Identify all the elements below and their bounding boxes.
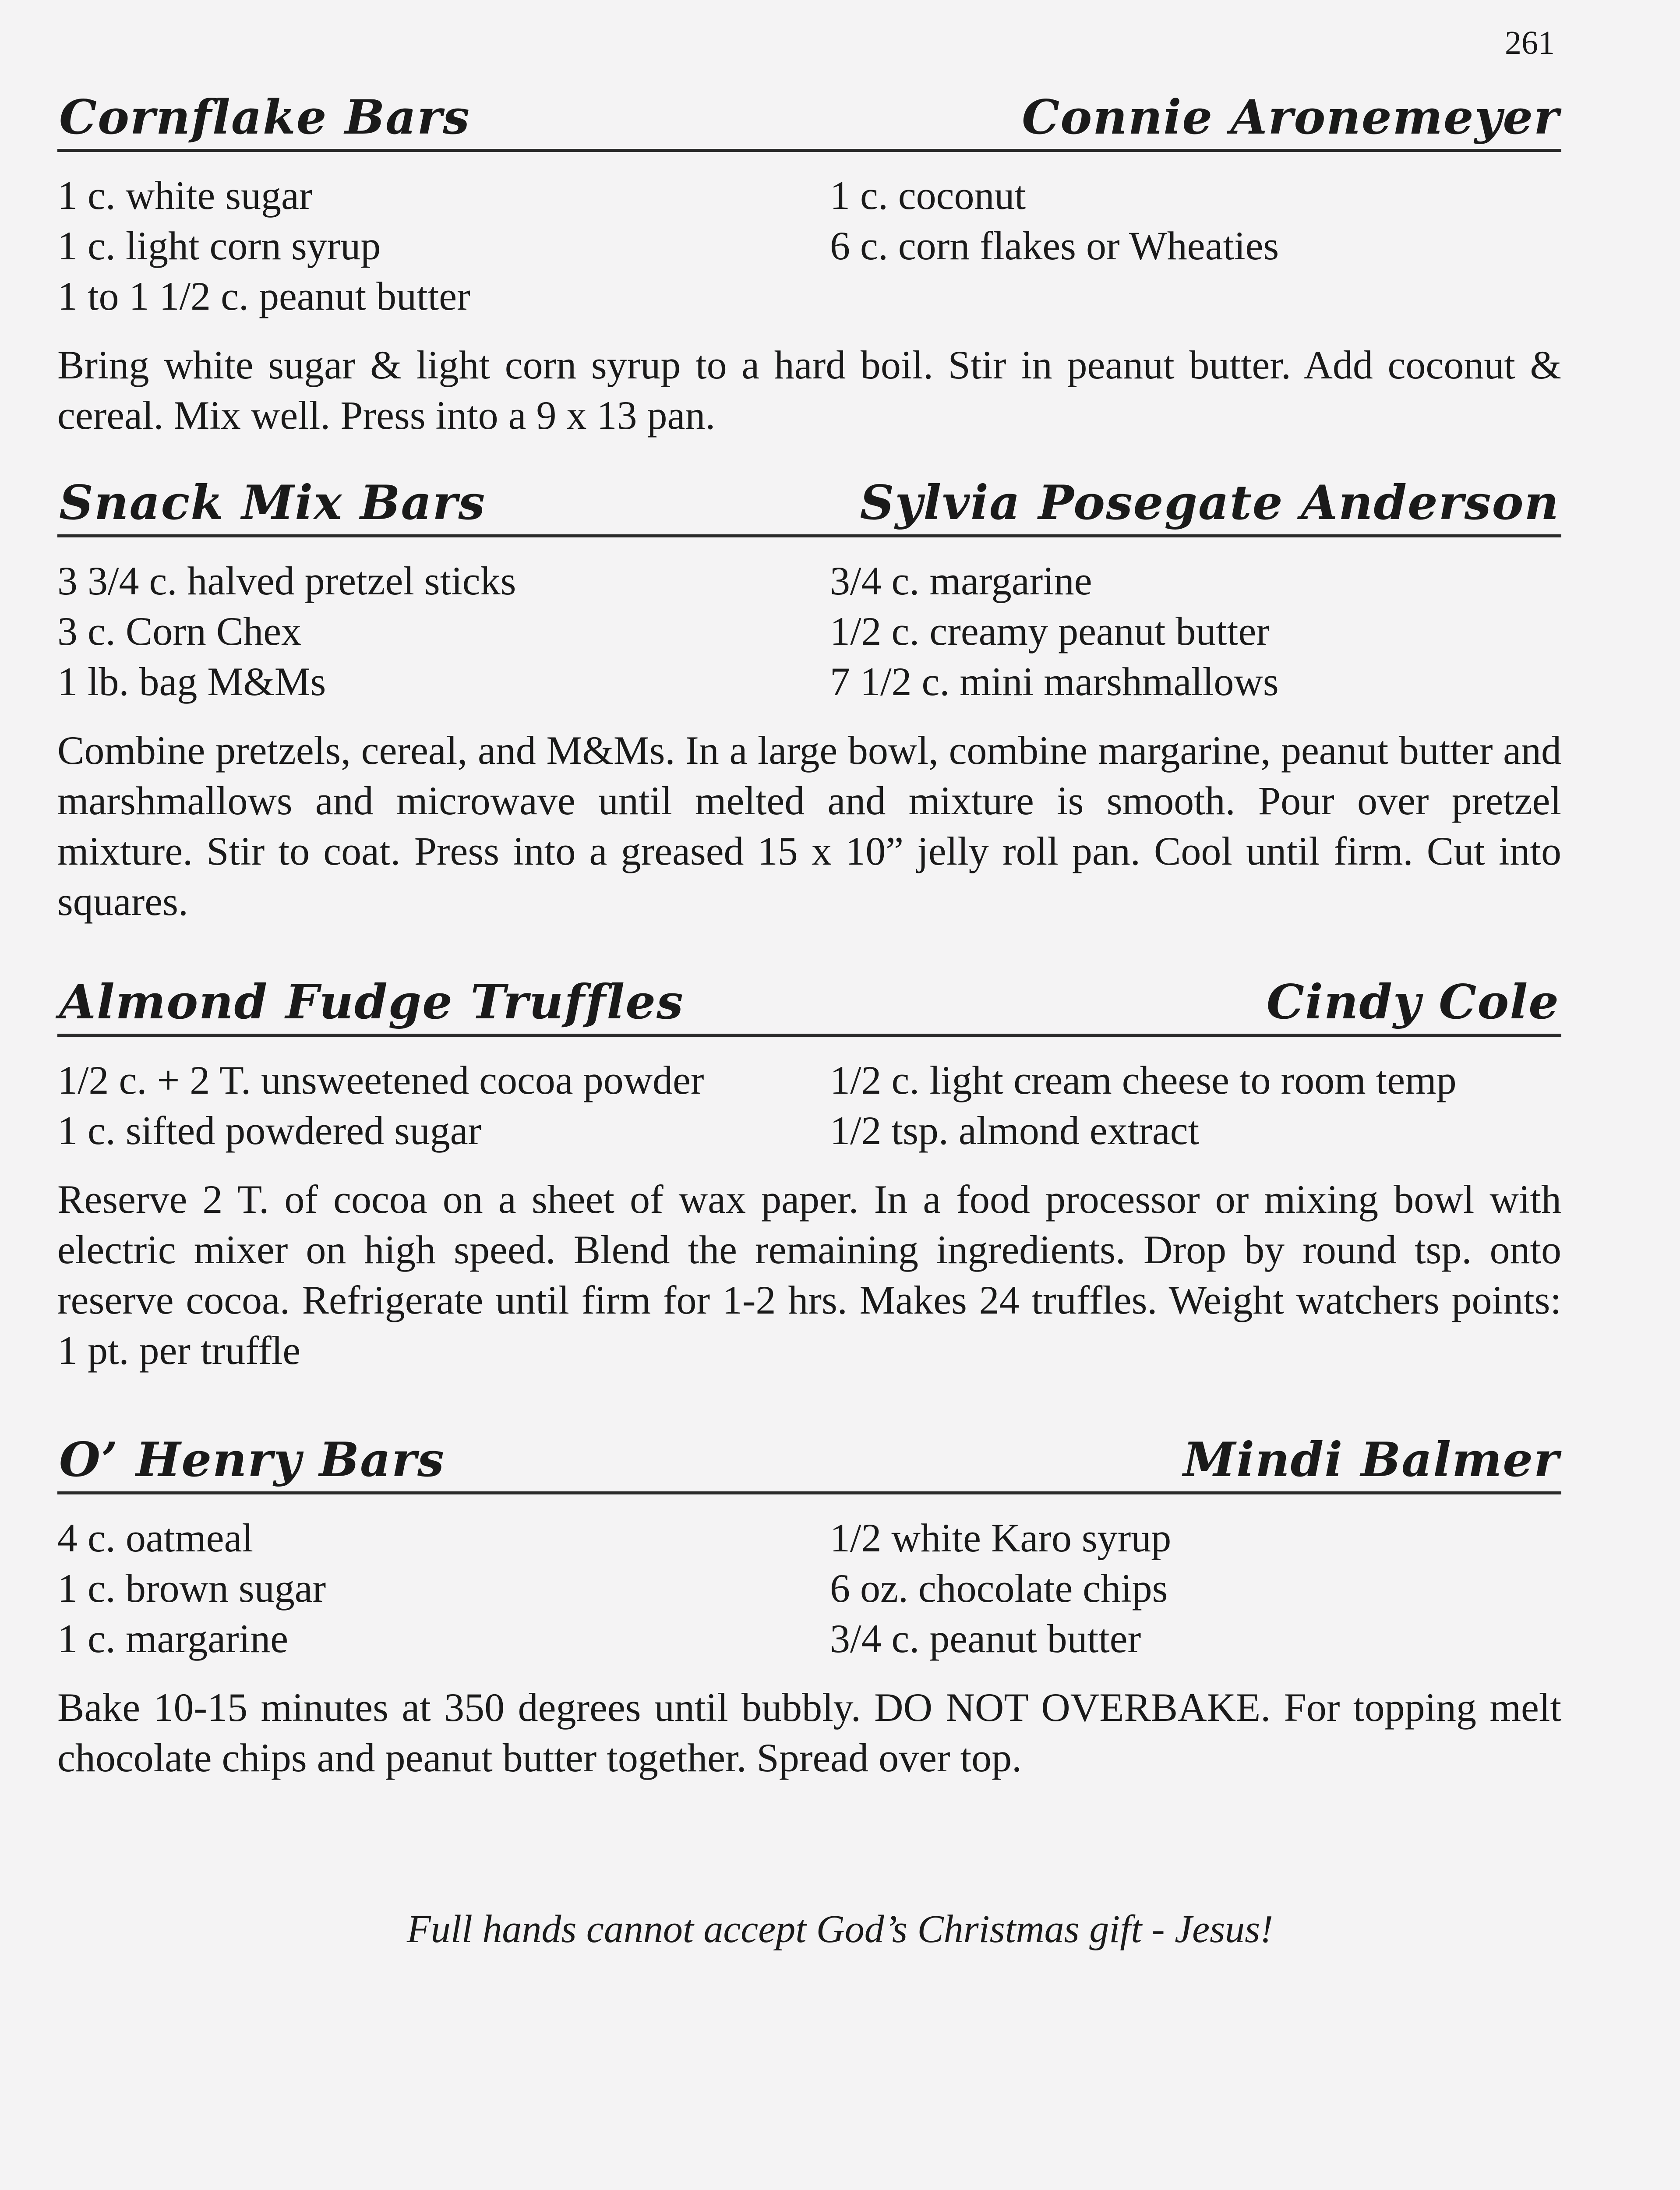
ingredient: 3/4 c. peanut butter bbox=[830, 1616, 1141, 1661]
ingredient: 1/2 c. + 2 T. unsweetened cocoa powder bbox=[57, 1058, 704, 1102]
ingredients-right-column bbox=[830, 556, 1561, 707]
ingredient: 1/2 c. light cream cheese to room temp bbox=[830, 1058, 1457, 1102]
recipe-title: O’ Henry Bars bbox=[59, 1432, 445, 1487]
ingredients-right-column bbox=[830, 170, 1561, 321]
recipe-directions: Bring white sugar & light corn syrup to a hard boil. Stir in peanut butter. Add coconut & cereal. Mix well. Press into a 9 x 13 pan. bbox=[57, 343, 1561, 438]
recipe-header bbox=[57, 1426, 1561, 1494]
ingredient: 1 c. coconut bbox=[830, 173, 1026, 218]
recipe-almond-fudge-truffles bbox=[57, 968, 1561, 1376]
ingredient: 1 to 1 1/2 c. peanut butter bbox=[57, 274, 470, 318]
recipe-author: Sylvia Posegate Anderson bbox=[860, 475, 1560, 530]
ingredient: 1 c. light corn syrup bbox=[57, 223, 381, 268]
ingredients-left-column bbox=[57, 170, 830, 321]
ingredient: 6 c. corn flakes or Wheaties bbox=[830, 223, 1279, 268]
recipe-author: Mindi Balmer bbox=[1183, 1432, 1560, 1487]
footer-quote: Full hands cannot accept God’s Christmas gift - Jesus! bbox=[406, 1907, 1274, 1951]
ingredient: 6 oz. chocolate chips bbox=[830, 1566, 1168, 1611]
recipe-directions: Combine pretzels, cereal, and M&Ms. In a large bowl, combine margarine, peanut butter and marshmallows and microwave until melted and mixture is smooth. Pour over pretzel mixture. Stir to coat. Press into a greased 15 x 10” jelly roll pan. Cool until firm. Cut into squares. bbox=[57, 728, 1561, 924]
ingredient: 1/2 tsp. almond extract bbox=[830, 1108, 1200, 1153]
page-number: 261 bbox=[1505, 25, 1555, 61]
ingredient: 1/2 c. creamy peanut butter bbox=[830, 609, 1270, 653]
ingredients-left-column bbox=[57, 556, 830, 707]
ingredient: 3 3/4 c. halved pretzel sticks bbox=[57, 558, 516, 603]
recipe-header bbox=[57, 968, 1561, 1037]
ingredients-list bbox=[57, 170, 1561, 321]
recipe-directions: Bake 10-15 minutes at 350 degrees until bubbly. DO NOT OVERBAKE. For topping melt chocolate chips and peanut butter together. Spread over top. bbox=[57, 1685, 1561, 1780]
ingredients-list bbox=[57, 1513, 1561, 1664]
ingredient: 3/4 c. margarine bbox=[830, 558, 1092, 603]
recipe-title: Almond Fudge Truffles bbox=[59, 975, 684, 1030]
ingredient: 1/2 white Karo syrup bbox=[830, 1515, 1172, 1560]
ingredient: 1 c. white sugar bbox=[57, 173, 313, 218]
ingredient: 4 c. oatmeal bbox=[57, 1515, 254, 1560]
recipe-header bbox=[57, 469, 1561, 537]
recipe-o-henry-bars bbox=[57, 1426, 1561, 1783]
recipe-header bbox=[57, 83, 1561, 152]
ingredient: 1 c. sifted powdered sugar bbox=[57, 1108, 482, 1153]
recipe-author: Connie Aronemeyer bbox=[1022, 90, 1560, 145]
ingredients-left-column bbox=[57, 1055, 830, 1156]
ingredients-list bbox=[57, 556, 1561, 707]
ingredient: 3 c. Corn Chex bbox=[57, 609, 302, 653]
ingredient: 1 c. margarine bbox=[57, 1616, 289, 1661]
ingredients-right-column bbox=[830, 1513, 1561, 1664]
recipe-title: Cornflake Bars bbox=[59, 90, 470, 145]
ingredient: 1 c. brown sugar bbox=[57, 1566, 326, 1611]
ingredient: 1 lb. bag M&Ms bbox=[57, 659, 326, 704]
ingredients-left-column bbox=[57, 1513, 830, 1664]
ingredients-list bbox=[57, 1055, 1561, 1156]
ingredients-right-column bbox=[830, 1055, 1561, 1156]
recipe-snack-mix-bars bbox=[57, 469, 1561, 927]
recipe-author: Cindy Cole bbox=[1266, 975, 1560, 1030]
recipe-title: Snack Mix Bars bbox=[59, 475, 486, 530]
recipe-cornflake-bars bbox=[57, 83, 1561, 441]
ingredient: 7 1/2 c. mini marshmallows bbox=[830, 659, 1279, 704]
recipe-directions: Reserve 2 T. of cocoa on a sheet of wax paper. In a food processor or mixing bowl with electric mixer on high speed. Blend the remaining ingredients. Drop by round tsp. onto reserve cocoa. Refrigerate until firm for 1-2 hrs. Makes 24 truffles. Weight watchers points: 1 pt. per truffle bbox=[57, 1177, 1561, 1373]
